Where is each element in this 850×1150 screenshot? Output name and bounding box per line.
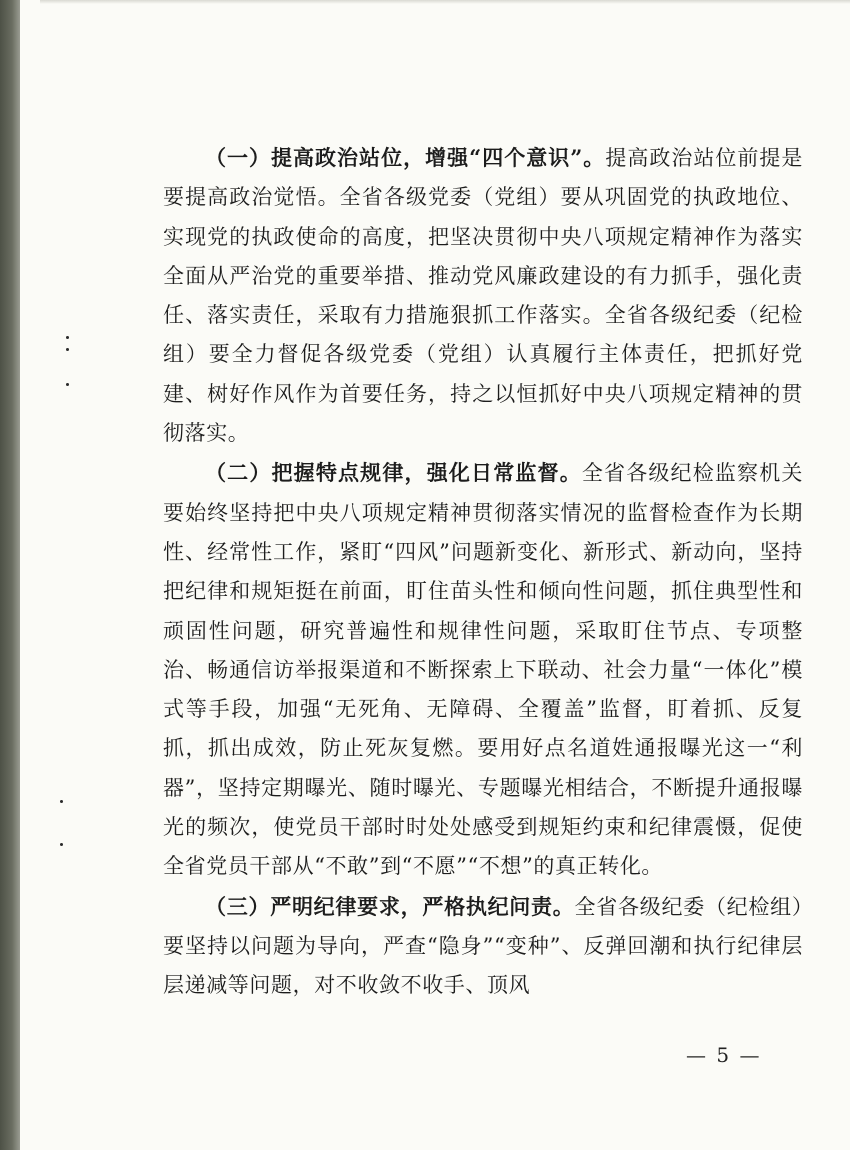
paragraph-3-heading: （三）严明纪律要求，严格执纪问责。: [205, 893, 575, 919]
document-page: [20, 0, 850, 1150]
scan-dust-mark: [66, 336, 69, 339]
scan-dust-mark: [66, 348, 69, 351]
paragraph-3: [163, 887, 803, 1006]
paragraph-1-body: 提高政治站位前提是要提高政治觉悟。全省各级党委（党组）要从巩固党的执政地位、实现党的执政使命的高度，把坚决贯彻中央八项规定精神作为落实全面从严治党的重要举措、推动党风廉政建设的有力抓手，强化责任、落实责任，采取有力措施狠抓工作落实。全省各级纪委（纪检组）要全力督促各级党委（党组）认真履行主体责任，把抓好党建、树好作风作为首要任务，持之以恒抓好中央八项规定精神的贯彻落实。: [163, 146, 803, 446]
scan-top-edge: [40, 0, 850, 4]
scan-dust-mark: [66, 383, 69, 386]
paragraph-3-body: 全省各级纪委（纪检组）要坚持以问题为导向，严查“隐身”“变种”、反弹回潮和执行纪律层层递减等问题，对不收敛不收手、顶风: [163, 894, 803, 998]
paragraph-1: [163, 138, 803, 453]
scan-dust-mark: [60, 843, 63, 846]
paragraph-2-heading: （二）把握特点规律，强化日常监督。: [205, 460, 582, 486]
document-body: [163, 138, 803, 1006]
scan-dust-mark: [60, 800, 63, 803]
page-number: — 5 —: [686, 1043, 762, 1067]
paragraph-2-body: 全省各级纪检监察机关要始终坚持把中央八项规定精神贯彻落实情况的监督检查作为长期性、经常性工作，紧盯“四风”问题新变化、新形式、新动向，坚持把纪律和规矩挺在前面，盯住苗头性和倾向性问题，抓住典型性和顽固性问题，研究普遍性和规律性问题，采取盯住节点、专项整治、畅通信访举报渠道和不断探索上下联动、社会力量“一体化”模式等手段，加强“无死角、无障碍、全覆盖”监督，盯着抓、反复抓，抓出成效，防止死灰复燃。要用好点名道姓通报曝光这一“利器”，坚持定期曝光、随时曝光、专题曝光相结合，不断提升通报曝光的频次，使党员干部时时处处感受到规矩约束和纪律震慑，促使全省党员干部从“不敢”到“不愿”“不想”的真正转化。: [163, 461, 803, 879]
paragraph-1-heading: （一）提高政治站位，增强“四个意识”。: [205, 145, 606, 170]
paragraph-2: [163, 453, 803, 886]
scan-binding-edge: [0, 0, 20, 1150]
